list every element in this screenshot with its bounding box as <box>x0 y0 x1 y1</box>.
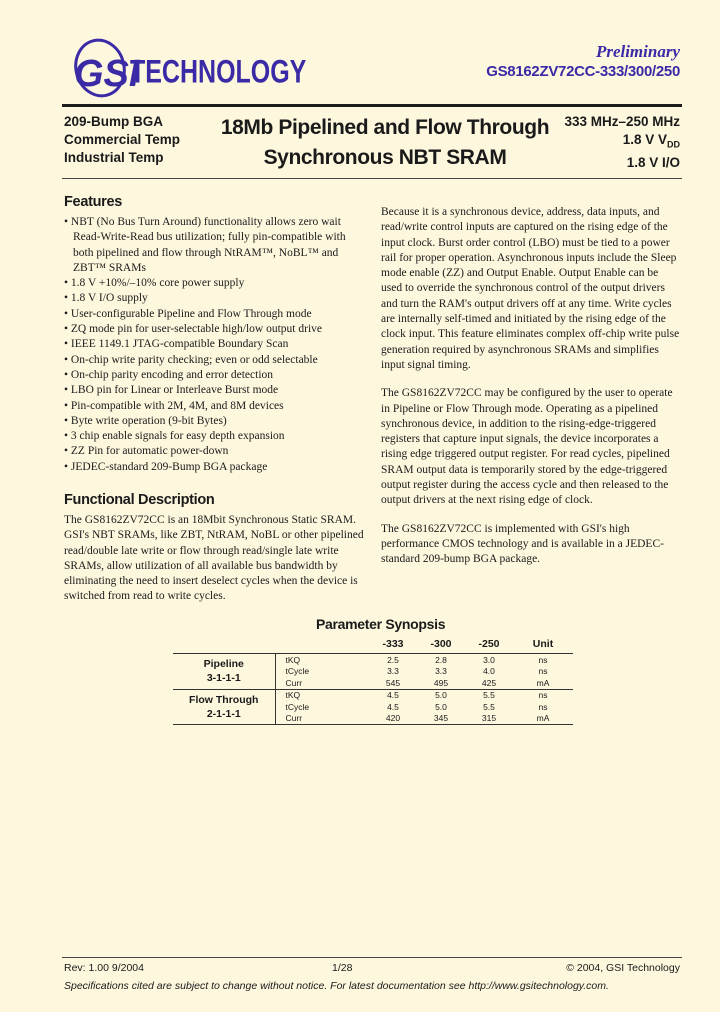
feature-item: • On-chip write parity checking; even or odd selectable <box>64 353 318 366</box>
table-cell: 3.0 <box>465 654 513 666</box>
table-cell: 3.3 <box>387 666 399 677</box>
title-line-1: 18Mb Pipelined and Flow Through <box>220 116 550 139</box>
paragraph: Because it is a synchronous device, address, data inputs, and read/write control inputs are captured on the rising edge of the input clock. Burst order control (LBO) must be tied to a power rail for proper operation. Asynchronous inputs include the Sleep mode enable (ZZ) and Output Enable. Output Enable can be used to override the synchronous control of the output drivers and turn the RAM's output drivers off at any time. Write cycles are internally self-timed and initiated by the rising edge of the clock input. This feature eliminates complex off-chip write pulse generation required by asynchronous SRAMs and simplifies input signal timing. <box>381 206 680 371</box>
table-header-row <box>173 635 573 654</box>
table-cell: ns <box>538 666 548 677</box>
table-cell: 495 <box>433 677 449 688</box>
parameter-synopsis-title: Parameter Synopsis <box>316 616 446 632</box>
part-number: GS8162ZV72CC-333/300/250 <box>486 63 680 80</box>
revision-info: Rev: 1.00 9/2004 <box>64 962 144 974</box>
table-cell: 4.5 <box>369 689 417 701</box>
param-label: Curr <box>275 713 369 725</box>
table-cell: mA <box>536 677 550 688</box>
column-header: Unit <box>532 638 554 650</box>
feature-item: • NBT (No Bus Turn Around) functionality allows zero wait Read-Write-Read bus utilization; fully pin-compatible with both pipelined and flow through NtRAM™, NoBL™ and ZBT™ SRAMs <box>64 216 346 274</box>
table-cell: 425 <box>481 677 497 688</box>
feature-item: • JEDEC-standard 209-Bump BGA package <box>64 460 268 473</box>
package-info <box>64 113 180 167</box>
column-header: -250 <box>478 638 500 650</box>
table-cell: 2.8 <box>417 654 465 666</box>
paragraph: The GS8162ZV72CC is implemented with GSI's high performance CMOS technology and is available in a JEDEC-standard 209-bump BGA package. <box>381 522 664 566</box>
feature-item: • 1.8 V +10%/–10% core power supply <box>64 277 245 290</box>
svg-text:GSI: GSI <box>74 53 140 95</box>
table-cell: ns <box>538 701 548 712</box>
feature-item: • 3 chip enable signals for easy depth expansion <box>64 430 285 443</box>
feature-item: • Byte write operation (9-bit Bytes) <box>64 414 227 427</box>
feature-item: • On-chip parity encoding and error detection <box>64 368 274 381</box>
title-line-2: Synchronous NBT SRAM <box>263 146 507 169</box>
column-header: -300 <box>430 638 452 650</box>
table-cell: 315 <box>465 713 513 725</box>
feature-item: • ZQ mode pin for user-selectable high/low output drive <box>64 323 323 336</box>
features-section <box>64 194 364 475</box>
feature-item: • 1.8 V I/O supply <box>64 292 148 305</box>
parameter-synopsis-table <box>173 635 573 725</box>
functional-description-section <box>64 492 364 605</box>
feature-item: • User-configurable Pipeline and Flow Through mode <box>64 307 312 320</box>
header-rule <box>62 104 682 107</box>
copyright: © 2004, GSI Technology <box>566 962 680 974</box>
page-number: 1/28 <box>332 962 353 974</box>
functional-description-text: The GS8162ZV72CC is an 18Mbit Synchronous Static SRAM. GSI's NBT SRAMs, like ZBT, NtRAM, NoBL or other pipelined read/double late write or flow through read/single late write SRAMs, allow utilization of all available bus bandwidth by eliminating the need to insert deselect cycles when the device is switched from read to write cycles. <box>64 514 364 603</box>
table-cell: ns <box>513 689 573 701</box>
feature-item: • LBO pin for Linear or Interleave Burst mode <box>64 384 279 397</box>
footer-note: Specifications cited are subject to change without notice. For latest documentation see http://www.gsitechnology.com. <box>64 980 609 992</box>
mode-cell: Flow Through 2-1-1-1 <box>173 689 275 725</box>
table-cell: 345 <box>417 713 465 725</box>
param-label: tCycle <box>285 701 310 712</box>
param-label: Curr <box>285 677 303 688</box>
temp-industrial: Industrial Temp <box>64 150 164 165</box>
table-cell: 3.3 <box>435 666 447 677</box>
paragraph: The GS8162ZV72CC may be configured by the user to operate in Pipeline or Flow Through mode. Operating as a pipelined synchronous device, in addition to the rising-edge-triggered registers that capture input signals, the device incorporates a rising edge triggered output register. For read cycles, pipelined SRAM output data is temporarily stored by the edge-triggered output register during the access cycle and then released to the output drivers at the next rising edge of clock. <box>381 387 673 507</box>
spec-frequency: 333 MHz–250 MHz <box>564 114 680 129</box>
functional-description-heading: Functional Description <box>64 492 215 508</box>
table-row <box>173 689 573 701</box>
footer-rule <box>62 957 682 958</box>
document-title <box>180 113 590 173</box>
param-label: tKQ <box>275 654 369 666</box>
feature-item: • IEEE 1149.1 JTAG-compatible Boundary Scan <box>64 338 289 351</box>
table-cell: 4.5 <box>387 701 399 712</box>
table-cell: 420 <box>369 713 417 725</box>
table-cell: 5.5 <box>483 701 495 712</box>
table-cell: 5.0 <box>417 689 465 701</box>
table-cell: 5.0 <box>435 701 447 712</box>
features-heading: Features <box>64 194 123 210</box>
mode-cell: Pipeline 3-1-1-1 <box>173 654 275 690</box>
table-cell: ns <box>513 654 573 666</box>
preliminary-label: Preliminary <box>595 42 680 61</box>
spec-vdd: 1.8 V $V_{DD}$ <box>622 132 680 150</box>
gsi-technology-logo <box>66 28 307 98</box>
spec-vio: 1.8 V I/O <box>626 154 680 170</box>
svg-text:TECHNOLOGY: TECHNOLOGY <box>130 54 307 91</box>
feature-item: • ZZ Pin for automatic power-down <box>64 445 229 458</box>
right-column-text <box>381 205 681 581</box>
table-cell: 2.5 <box>369 654 417 666</box>
table-cell: mA <box>513 713 573 725</box>
param-label: tCycle <box>285 666 310 677</box>
temp-commercial: Commercial Temp <box>64 132 181 147</box>
package-type: 209-Bump BGA <box>64 114 164 129</box>
table-row <box>173 654 573 666</box>
table-cell: 5.5 <box>465 689 513 701</box>
table-cell: 4.0 <box>483 666 495 677</box>
title-rule <box>62 178 682 179</box>
param-label: tKQ <box>275 689 369 701</box>
spec-summary <box>564 113 680 172</box>
features-list <box>64 215 364 475</box>
column-header: -333 <box>382 638 404 650</box>
table-cell: 545 <box>385 677 401 688</box>
feature-item: • Pin-compatible with 2M, 4M, and 8M devices <box>64 399 284 412</box>
